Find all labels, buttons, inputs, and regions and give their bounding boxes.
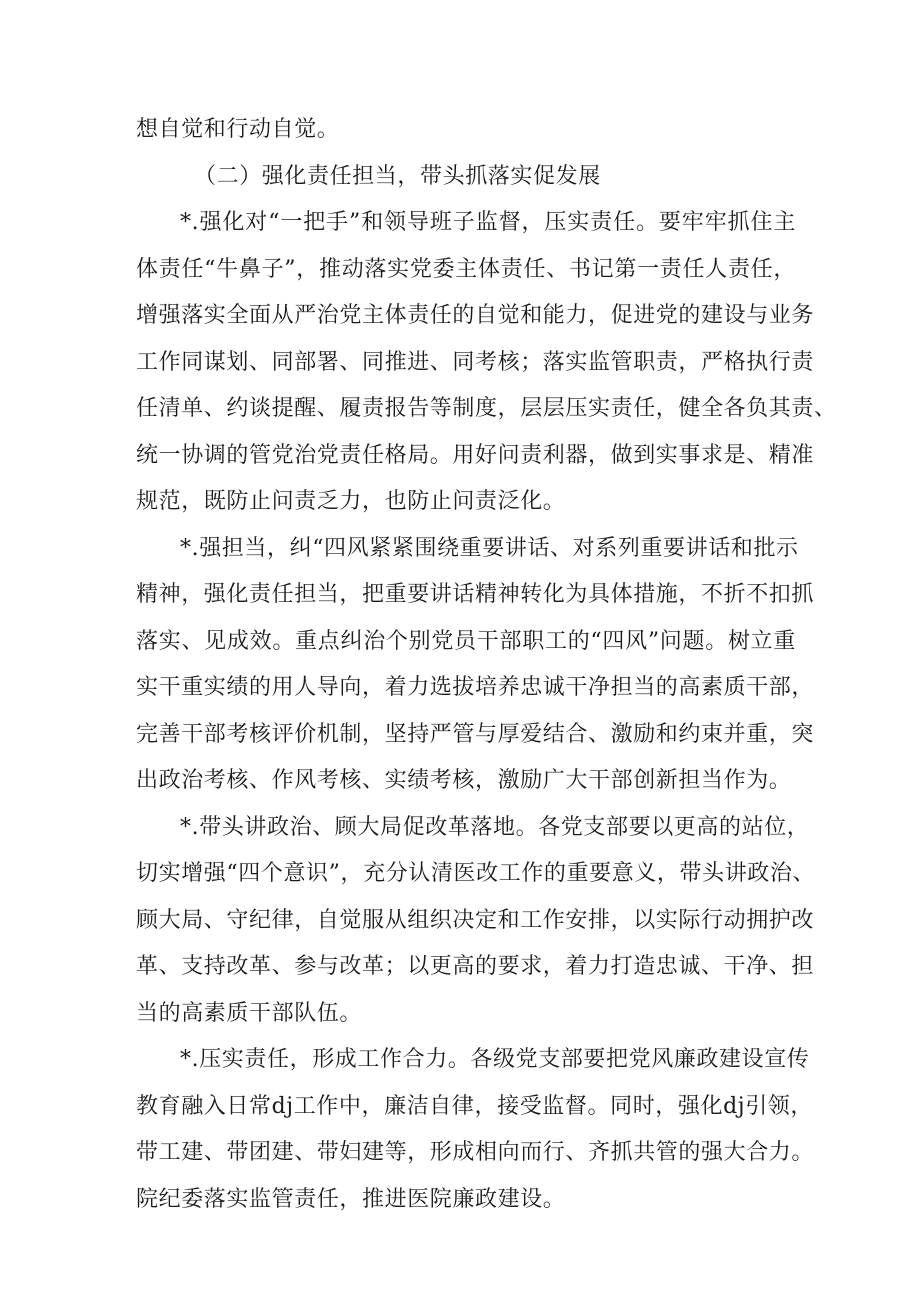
paragraph-3 bbox=[136, 805, 816, 1038]
paragraph-4 bbox=[136, 1037, 815, 1223]
paragraph-line: 出政治考核、作风考核、实绩考核，激励广大干部创新担当作为。 bbox=[136, 768, 792, 793]
paragraph-line: 统一协调的管党治党责任格局。用好问责利器，做到实事求是、精准 bbox=[136, 442, 815, 468]
paragraph-2 bbox=[136, 526, 815, 805]
paragraph-line: 完善干部考核评价机制，坚持严管与厚爱结合、激励和约束并重，突 bbox=[136, 721, 815, 747]
intro-tail-line: 想自觉和行动自觉。 bbox=[136, 117, 340, 142]
paragraph-line: 实干重实绩的用人导向，着力选拔培养忠诚干净担当的高素质干部， bbox=[136, 675, 815, 700]
paragraph-line: 任清单、约谈提醒、履责报告等制度，层层压实责任，健全各负其责、 bbox=[136, 396, 837, 421]
paragraph-line: 落实、见成效。重点纠治个别党员干部职工的“四风”问题。树立重 bbox=[136, 628, 796, 654]
paragraph-line: 带工建、带团建、带妇建等，形成相向而行、齐抓共管的强大合力。 bbox=[136, 1140, 815, 1165]
paragraph-line: 规范，既防止问责乏力，也防止问责泛化。 bbox=[136, 489, 566, 514]
paragraph-line: 教育融入日常dj工作中，廉洁自律，接受监督。同时，强化dj引领， bbox=[136, 1093, 814, 1119]
paragraph-line: *.压实责任，形成工作合力。各级党支部要把党风廉政建设宣传 bbox=[180, 1047, 810, 1072]
paragraph-line: 精神，强化责任担当，把重要讲话精神转化为具体措施，不折不扣抓 bbox=[136, 582, 815, 607]
paragraph-line: *.强化对“一把手”和领导班子监督，压实责任。要牢牢抓住主 bbox=[180, 210, 796, 235]
paragraph-line: 革、支持改革、参与改革；以更高的要求，着力打造忠诚、干净、担 bbox=[136, 954, 815, 979]
paragraph-line: 增强落实全面从严治党主体责任的自觉和能力，促进党的建设与业务 bbox=[136, 303, 815, 328]
paragraph-line: 切实增强“四个意识”，充分认清医改工作的重要意义，带头讲政治、 bbox=[136, 861, 816, 886]
section-heading: （二）强化责任担当，带头抓落实促发展 bbox=[194, 163, 601, 189]
paragraph-line: *.带头讲政治、顾大局促改革落地。各党支部要以更高的站位， bbox=[180, 814, 810, 840]
paragraph-1 bbox=[136, 200, 837, 526]
paragraph-line: 当的高素质干部队伍。 bbox=[136, 1000, 363, 1026]
document-page bbox=[136, 107, 837, 1223]
paragraph-line: 体责任“牛鼻子”，推动落实党委主体责任、书记第一责任人责任， bbox=[136, 256, 796, 282]
paragraph-line: 顾大局、守纪律，自觉服从组织决定和工作安排，以实际行动拥护改 bbox=[136, 907, 815, 933]
paragraph-line: 工作同谋划、同部署、同推进、同考核；落实监管职责，严格执行责 bbox=[136, 349, 815, 375]
paragraph-line: 院纪委落实监管责任，推进医院廉政建设。 bbox=[136, 1186, 566, 1212]
paragraph-line: *.强担当，纠“四风紧紧围绕重要讲话、对系列重要讲话和批示 bbox=[180, 535, 799, 561]
